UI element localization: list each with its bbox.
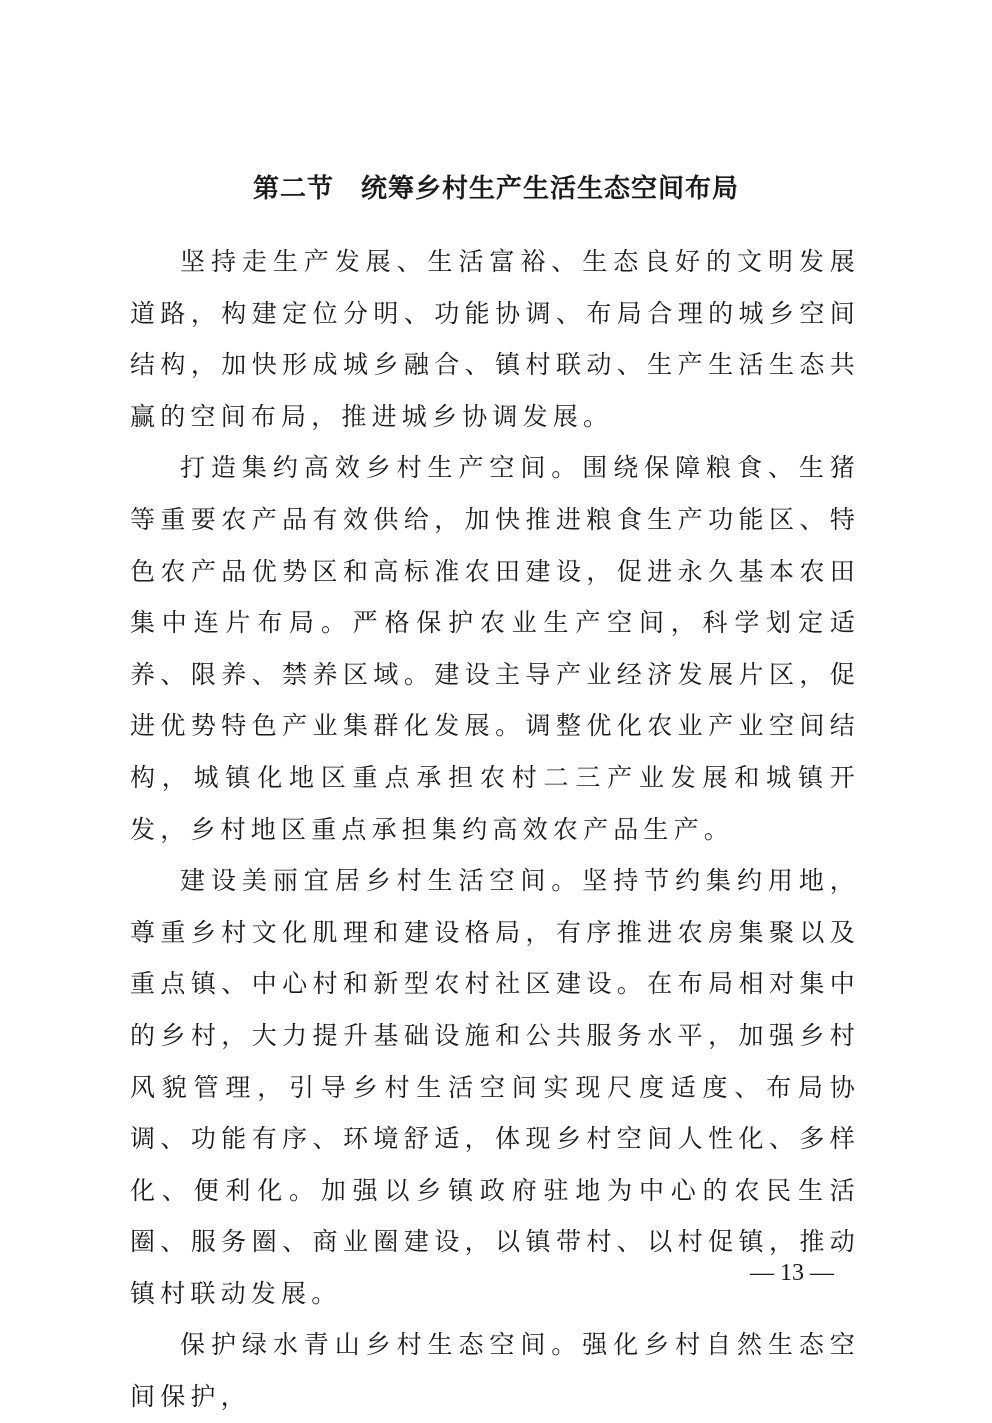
section-heading: 第二节 统筹乡村生产生活生态空间布局 <box>252 174 739 204</box>
paragraph-ecological-space: 保护绿水青山乡村生态空间。强化乡村自然生态空间保护， <box>130 1330 860 1412</box>
page-number: — 13 — <box>750 1260 834 1286</box>
paragraph-production-space: 打造集约高效乡村生产空间。围绕保障粮食、生猪等重要农产品有效供给，加快推进粮食生产功能区、特色农产品优势区和高标准农田建设，促进永久基本农田集中连片布局。严格保护农业生产空间，科学划定适养、限养、禁养区域。建设主导产业经济发展片区，促进优势特色产业集群化发展。调整优化农业产业空间结构，城镇化地区重点承担农村二三产业发展和城镇开发，乡村地区重点承担集约高效农产品生产。 <box>130 453 860 844</box>
paragraph-intro: 坚持走生产发展、生活富裕、生态良好的文明发展道路，构建定位分明、功能协调、布局合理的城乡空间结构，加快形成城乡融合、镇村联动、生产生活生态共赢的空间布局，推进城乡协调发展。 <box>130 247 860 431</box>
body-text <box>130 236 860 1423</box>
paragraph-living-space: 建设美丽宜居乡村生活空间。坚持节约集约用地，尊重乡村文化肌理和建设格局，有序推进农房集聚以及重点镇、中心村和新型农村社区建设。在布局相对集中的乡村，大力提升基础设施和公共服务水平，加强乡村风貌管理，引导乡村生活空间实现尺度适度、布局协调、功能有序、环境舒适，体现乡村空间人性化、多样化、便利化。加强以乡镇政府驻地为中心的农民生活圈、服务圈、商业圈建设，以镇带村、以村促镇，推动镇村联动发展。 <box>130 866 860 1308</box>
